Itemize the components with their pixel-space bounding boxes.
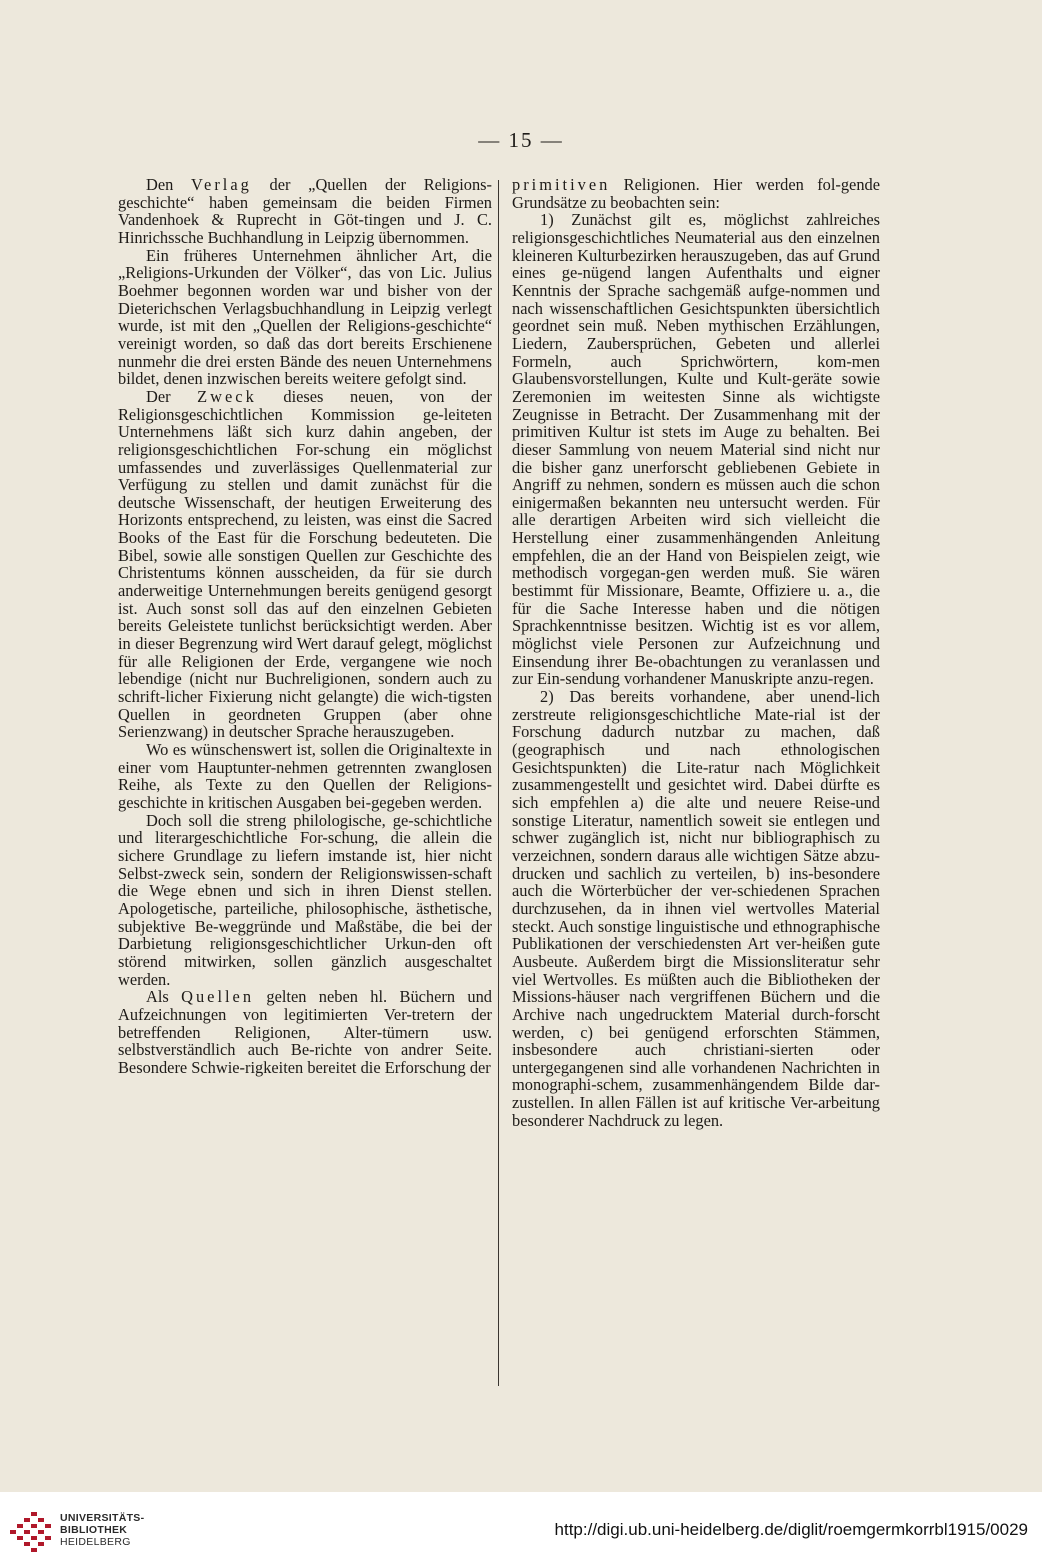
paragraph-verlag: Den Verlag der „Quellen der Religions-geschichte“ haben gemeinsam die beiden Firmen Vandenhoek & Ruprecht in Göt-tingen und J. C. Hinrichssche Buchhandlung in Leipzig übernommen. [118, 175, 492, 247]
permalink-url[interactable]: http://digi.ub.uni-heidelberg.de/diglit/roemgermkorrbl1915/0029 [554, 1520, 1028, 1539]
spaced-term: Zweck [197, 386, 257, 406]
spaced-term: Verlag [191, 175, 252, 194]
paragraph-zweck: Der Zweck dieses neuen, von der Religionsgeschichtlichen Kommission ge-leiteten Unternehmens läßt sich kurz dahin angeben, der religionsgeschichtlichen For-schung ein möglichst umfassendes und zuverlässiges Quellenmaterial zur Verfügung zu stellen und damit zunächst für die deutsche Wissenschaft, der heutigen Erweiterung des Horizonts entsprechend, zu leisten, was einst die Sacred Books of the East für die Forschung bedeuteten. Die Bibel, sowie alle sonstigen Quellen zur Geschichte des Christentums können ausscheiden, da für sie durch anderweitige Unternehmungen bereits genügend gesorgt ist. Auch sonst soll das auf den einzelnen Gebieten bereits Geleistete tunlichst berücksichtigt werden. Aber in dieser Begrenzung wird Wert darauf gelegt, möglichst für alle Religionen der Erde, vergangene wie noch lebendige (nicht nur Buchreligionen, sondern auch zu schrift-licher Fixierung nicht gelangte) die wich-tigsten Quellen in geordneten Gruppen (aber ohne Serienzwang) in deutscher Sprache herauszugeben. [118, 386, 492, 742]
right-column [512, 176, 880, 1129]
paragraph-grundsatz-1: 1) Zunächst gilt es, möglichst zahlreiches religionsgeschichtliches Neumaterial aus den einzelnen kleineren Kulturbezirken herauszugeben, das auf Grund eines ge-nügend langen Aufenthalts und eigner Kenntnis der Sprache sachgemäß aufge-nommen und nach wissenschaftlichen Gesichtspunkten übersichtlich geordnet sein muß. Neben mythischen Erzählungen, Liedern, Zaubersprüchen, Gebeten und allerlei Formeln, auch Sprichwörtern, kom-men Glaubensvorstellungen, Kulte und Kult-geräte sowie Zeremonien im weitesten Sinne als wichtigste Zeugnisse in Betracht. Der Zusammenhang mit der primitiven Kultur ist stets im Auge zu behalten. Bei dieser Sammlung von neuem Material sind nicht nur die bisher ganz unerforscht gebliebenen Gebiete in Angriff zu nehmen, sondern es müssen auch die schon einigermaßen bekannten neu untersucht werden. Für alle derartigen Arbeiten wird sich vielleicht die Herstellung einer zusammenhängenden Anleitung empfehlen, die an der Hand von Beispielen zeigt, wie methodisch vorgegan-gen werden muß. Sie wären bestimmt für Missionare, Beamte, Offiziere u. a., die für die Sache Interesse haben und die nötigen Sprachkenntnisse besitzen. Wichtig ist es vor allem, möglichst viele Personen zur Aufzeichnung und Einsendung ihrer Be-obachtungen zu veranlassen und zur Ein-sendung vorhandener Manuskripte anzu-regen. [512, 210, 880, 689]
paragraph-grundsatz-2: 2) Das bereits vorhandene, aber unend-lich zerstreute religionsgeschichtliche Mate-rial ist der Forschung dadurch nutzbar zu machen, daß (geographisch und nach ethnologischen Gesichtspunkten) die Lite-ratur nach Möglichkeit zusammengestellt und gesichtet wird. Dabei dürfte es sich empfehlen a) die alte und neuere Reise-und sonstige Literatur, namentlich soweit sie entlegen und schwer zugänglich ist, nicht nur bibliographisch zu verzeichnen, sondern daraus alle wichtigen Sätze abzu-drucken und sachlich zu verteilen, b) ins-besondere auch die Wörterbücher der ver-schiedenen Sprachen durchzusehen, da in ihnen viel wertvolles Material steckt. Auch sonstige linguistische und ethnographische Publikationen der verschiedensten Art ver-heißen gute Ausbeute. Außerdem birgt die Missionsliteratur sehr viel Wertvolles. Es müßten auch die Bibliotheken der Missions-häuser nach vergriffenen Büchern und die Archive nach ungedrucktem Material durch-forscht werden, c) bei genügend erforschten Stämmen, insbesondere auch christiani-sierten oder untergegangenen sind alle vorhandenen Nachrichten in monographi-schem, zusammenhängendem Bilde dar-zustellen. In allen Fällen ist auf kritische Ver-arbeitung besonderer Nachdruck zu legen. [512, 687, 880, 1130]
spaced-term: primitiven [512, 175, 611, 194]
column-divider [498, 180, 499, 1386]
library-name: UNIVERSITÄTS- BIBLIOTHEK HEIDELBERG [60, 1512, 145, 1548]
university-library-logo-icon [8, 1510, 54, 1554]
left-column [118, 176, 492, 1076]
spaced-term: Quellen [181, 987, 255, 1007]
paragraph-originaltexte: Wo es wünschenswert ist, sollen die Originaltexte in einer vom Hauptunter-nehmen getrennten zwanglosen Reihe, als Texte zu den Quellen der Religions-geschichte in kritischen Ausgaben bei-gegeben werden. [118, 740, 492, 812]
paragraph-frueheres-unternehmen: Ein früheres Unternehmen ähnlicher Art, die „Religions-Urkunden der Völker“, das von Lic. Julius Boehmer begonnen worden war und bisher von der Dieterichschen Verlagsbuchhandlung in Leipzig verlegt wurde, ist mit den „Quellen der Religions-geschichte“ vereinigt worden, so daß das dort bereits Erschienene nunmehr die drei ersten Bände des neuen Unternehmens bildet, denen inzwischen bereits weitere gefolgt sind. [118, 245, 492, 389]
paragraph-quellen: Als Quellen gelten neben hl. Büchern und Aufzeichnungen von legitimierten Ver-tretern der betreffenden Religionen, Alter-tümern usw. selbstverständlich auch Be-richte von andrer Seite. Besondere Schwie-rigkeiten bereitet die Erforschung der [118, 987, 492, 1077]
paragraph-primitiven-religionen: primitiven Religionen. Hier werden fol-gende Grundsätze zu beobachten sein: [512, 175, 880, 212]
page-number: — 15 — [478, 128, 564, 152]
library-footer [0, 1492, 1042, 1568]
paragraph-philologische-forschung: Doch soll die streng philologische, ge-schichtliche und literargeschichtliche For-schung, die allein die sichere Grundlage zu liefern imstande ist, hier nicht Selbst-zweck sein, sondern der Religionswissen-schaft die Wege ebnen und sich in ihren Dienst stellen. Apologetische, parteiliche, philosophische, ästhetische, subjektive Be-weggründe und Maßstäbe, die bei der Darbietung religionsgeschichtlicher Urkun-den oft störend mitwirken, sollen gänzlich ausgeschaltet werden. [118, 810, 492, 989]
